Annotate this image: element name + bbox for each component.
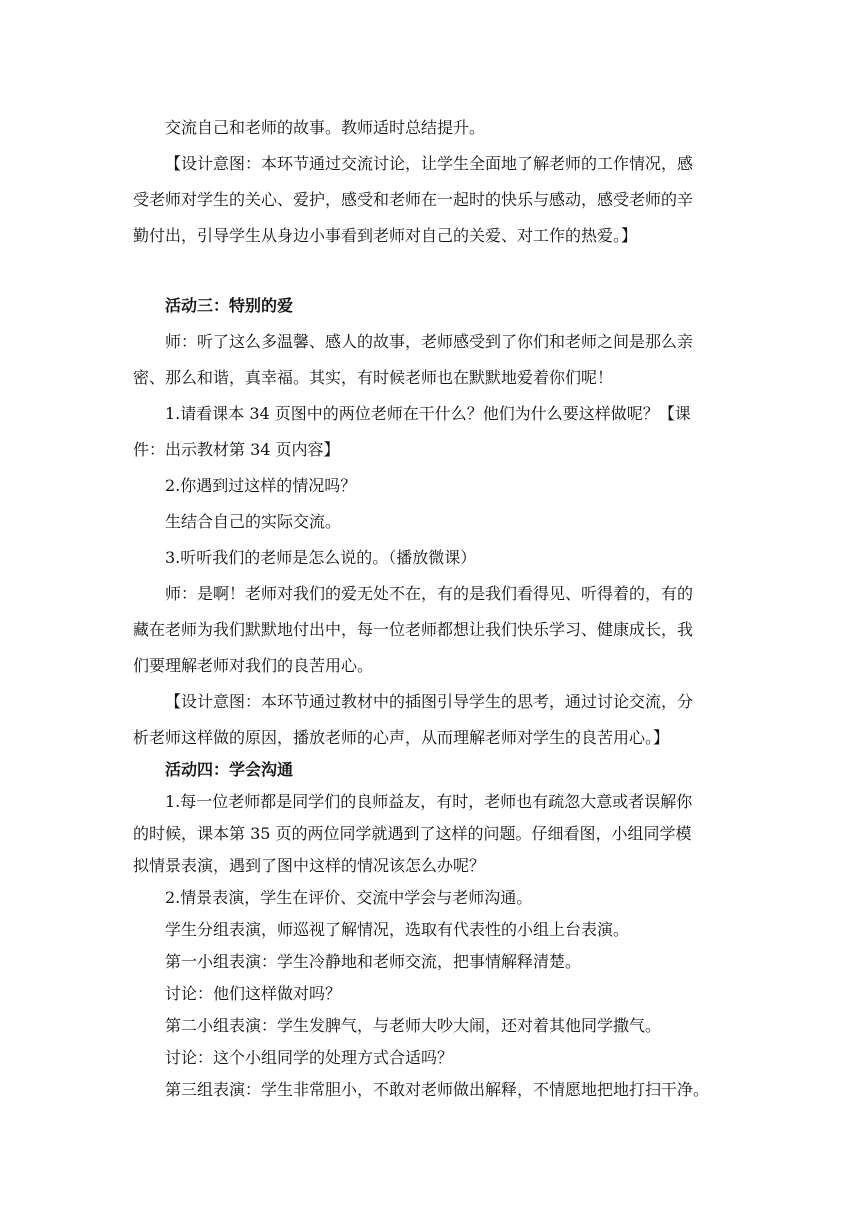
paragraph-line: 的时候，课本第 35 页的两位同学就遇到了这样的问题。仔细看图，小组同学模 [133, 824, 692, 843]
paragraph-line: 密、那么和谐，真幸福。其实，有时候老师也在默默地爱着你们呢！ [133, 368, 614, 387]
paragraph-line: 讨论：这个小组同学的处理方式合适吗？ [165, 1048, 454, 1067]
paragraph-line: 1.请看课本 34 页图中的两位老师在干什么？他们为什么要这样做呢？【课 [165, 404, 691, 423]
paragraph-line: 生结合自己的实际交流。 [165, 512, 342, 531]
paragraph-line: 2.你遇到过这样的情况吗？ [165, 476, 357, 495]
paragraph-line: 第三组表演：学生非常胆小，不敢对老师做出解释，不情愿地把地打扫干净。 [165, 1080, 710, 1099]
design-intent-line: 【设计意图：本环节通过教材中的插图引导学生的思考，通过讨论交流，分 [165, 692, 694, 711]
paragraph-line: 藏在老师为我们默默地付出中，每一位老师都想让我们快乐学习、健康成长，我 [133, 620, 694, 639]
paragraph-line: 交流自己和老师的故事。教师适时总结提升。 [165, 118, 486, 137]
paragraph-line: 拟情景表演，遇到了图中这样的情况该怎么办呢？ [133, 856, 486, 875]
section-heading-activity-four: 活动四：学会沟通 [165, 760, 294, 779]
paragraph-line: 件：出示教材第 34 页内容】 [133, 440, 340, 459]
design-intent-line: 析老师这样做的原因，播放老师的心声，从而理解老师对学生的良苦用心。】 [133, 728, 670, 747]
paragraph-line: 讨论：他们这样做对吗？ [165, 984, 342, 1003]
paragraph-line: 们要理解老师对我们的良苦用心。 [133, 656, 374, 675]
paragraph-line: 师：是啊！老师对我们的爱无处不在，有的是我们看得见、听得着的，有的 [165, 584, 694, 603]
design-intent-line: 勤付出，引导学生从身边小事看到老师对自己的关爱、对工作的热爱。】 [133, 226, 638, 245]
paragraph-line: 学生分组表演，师巡视了解情况，选取有代表性的小组上台表演。 [165, 920, 630, 939]
design-intent-line: 受老师对学生的关心、爱护，感受和老师在一起时的快乐与感动，感受老师的辛 [133, 190, 694, 209]
paragraph-line: 第二小组表演：学生发脾气，与老师大吵大闹，还对着其他同学撒气。 [165, 1016, 662, 1035]
paragraph-line: 师：听了这么多温馨、感人的故事，老师感受到了你们和老师之间是那么亲 [165, 332, 694, 351]
paragraph-line: 第一小组表演：学生冷静地和老师交流，把事情解释清楚。 [165, 952, 582, 971]
section-heading-activity-three: 活动三：特别的爱 [165, 296, 294, 315]
design-intent-line: 【设计意图：本环节通过交流讨论，让学生全面地了解老师的工作情况，感 [165, 154, 694, 173]
paragraph-line: 3.听听我们的老师是怎么说的。（播放微课） [165, 548, 477, 567]
paragraph-line: 2.情景表演，学生在评价、交流中学会与老师沟通。 [165, 888, 533, 907]
paragraph-line: 1.每一位老师都是同学们的良师益友，有时，老师也有疏忽大意或者误解你 [165, 792, 693, 811]
